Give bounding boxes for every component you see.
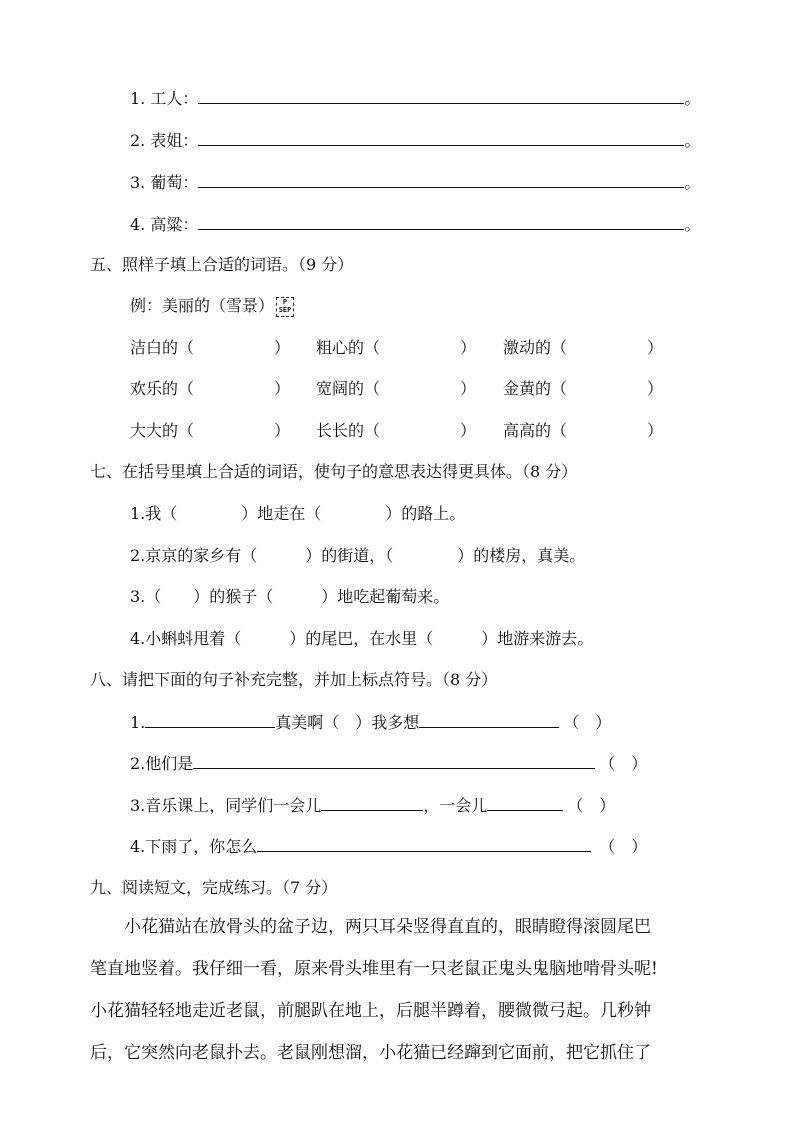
passage-line-3: 小花猫轻轻地走近老鼠，前腿趴在地上，后腿半蹲着，腰微微弓起。几秒钟: [90, 1001, 651, 1021]
s4-item-1-answer-line[interactable]: [198, 87, 684, 104]
s8-item-4-num: 4.下雨了，你怎么: [130, 837, 258, 856]
s8-item-3-num: 3.音乐课上，同学们一会儿: [130, 796, 322, 815]
s5-cell-2-1[interactable]: 长长的（ ）: [316, 421, 477, 440]
sep-icon-bottom: SEP: [278, 305, 292, 314]
s7-item-4[interactable]: 4.小蝌蚪甩着（ ）的尾巴，在水里（ ）地游来游去。: [130, 629, 594, 648]
s4-item-1-end: 。: [684, 89, 701, 108]
s4-item-2-label: 2. 表姐：: [130, 131, 199, 150]
s8-item-3-blank-b[interactable]: [487, 794, 563, 811]
s5-cell-0-0[interactable]: 洁白的（ ）: [130, 338, 291, 357]
s4-item-3: [130, 171, 700, 194]
s5-cell-2-2[interactable]: 高高的（ ）: [503, 421, 664, 440]
s5-cell-0-1[interactable]: 粗心的（ ）: [316, 338, 477, 357]
s8-item-1: [130, 711, 611, 734]
s8-item-3-mid: ，一会儿: [423, 796, 488, 815]
s8-item-2-blank[interactable]: [193, 752, 595, 769]
s8-item-1-blank-b[interactable]: [419, 711, 559, 728]
s4-item-3-label: 3. 葡萄：: [130, 173, 199, 192]
s9-heading: 九、阅读短文，完成练习。（7 分）: [90, 878, 338, 897]
s8-item-2-num: 2.他们是: [130, 754, 194, 773]
s7-heading: 七、在括号里填上合适的词语，使句子的意思表达得更具体。（8 分）: [90, 462, 578, 481]
s4-item-3-answer-line[interactable]: [198, 171, 684, 188]
reading-passage: [90, 906, 702, 1074]
s7-item-3[interactable]: 3.（ ）的猴子（ ）地吃起葡萄来。: [130, 587, 450, 606]
s8-item-4-end[interactable]: （ ）: [599, 837, 648, 856]
s8-item-2: [130, 752, 647, 775]
s4-item-4: [130, 213, 700, 236]
s5-example-text: 例：美丽的（雪景）: [130, 296, 275, 315]
s7-item-2[interactable]: 2.京京的家乡有（ ）的街道，（ ）的楼房，真美。: [130, 546, 586, 565]
s8-item-1-blank-a[interactable]: [145, 711, 275, 728]
passage-line-2: 笔直地竖着。我仔细一看，原来骨头堆里有一只老鼠正鬼头鬼脑地啃骨头呢!: [90, 959, 658, 979]
s4-item-3-end: 。: [684, 173, 701, 192]
s4-item-1: [130, 87, 700, 110]
s5-cell-1-0[interactable]: 欢乐的（ ）: [130, 379, 291, 398]
s4-item-2: [130, 129, 700, 152]
s5-cell-1-1[interactable]: 宽阔的（ ）: [316, 379, 477, 398]
s8-item-4: [130, 835, 647, 858]
s5-cell-0-2[interactable]: 激动的（ ）: [503, 338, 664, 357]
s7-item-1[interactable]: 1.我（ ）地走在（ ）的路上。: [130, 504, 466, 523]
sep-icon: [276, 297, 294, 317]
s5-example: [130, 295, 294, 317]
s8-item-3-end[interactable]: （ ）: [567, 796, 616, 815]
s5-cell-1-2[interactable]: 金黄的（ ）: [503, 379, 664, 398]
s5-cell-2-0[interactable]: 大大的（ ）: [130, 421, 291, 440]
s8-item-1-num: 1.: [130, 713, 146, 732]
s8-item-3: [130, 794, 615, 817]
s4-item-4-label: 4. 高粱：: [130, 215, 199, 234]
s4-item-4-end: 。: [684, 215, 701, 234]
s8-heading: 八、请把下面的句子补充完整，并加上标点符号。（8 分）: [90, 670, 498, 689]
s4-item-4-answer-line[interactable]: [198, 213, 684, 230]
passage-line-1: 小花猫站在放骨头的盆子边，两只耳朵竖得直直的，眼睛瞪得滚圆尾巴: [90, 917, 651, 937]
s4-item-2-end: 。: [684, 131, 701, 150]
s4-item-1-label: 1. 工人：: [130, 89, 199, 108]
s8-item-1-mid: 真美啊（ ）我多想: [275, 713, 420, 732]
s4-item-2-answer-line[interactable]: [198, 129, 684, 146]
s8-item-3-blank-a[interactable]: [321, 794, 423, 811]
passage-line-4: 后，它突然向老鼠扑去。老鼠刚想溜，小花猫已经蹿到它面前，把它抓住了: [90, 1043, 651, 1063]
s8-item-1-end[interactable]: （ ）: [563, 713, 612, 732]
s8-item-4-blank[interactable]: [257, 835, 591, 852]
s8-item-2-end[interactable]: （ ）: [599, 754, 648, 773]
sep-icon-top: P: [282, 297, 288, 306]
s5-heading: 五、照样子填上合适的词语。（9 分）: [90, 255, 354, 274]
